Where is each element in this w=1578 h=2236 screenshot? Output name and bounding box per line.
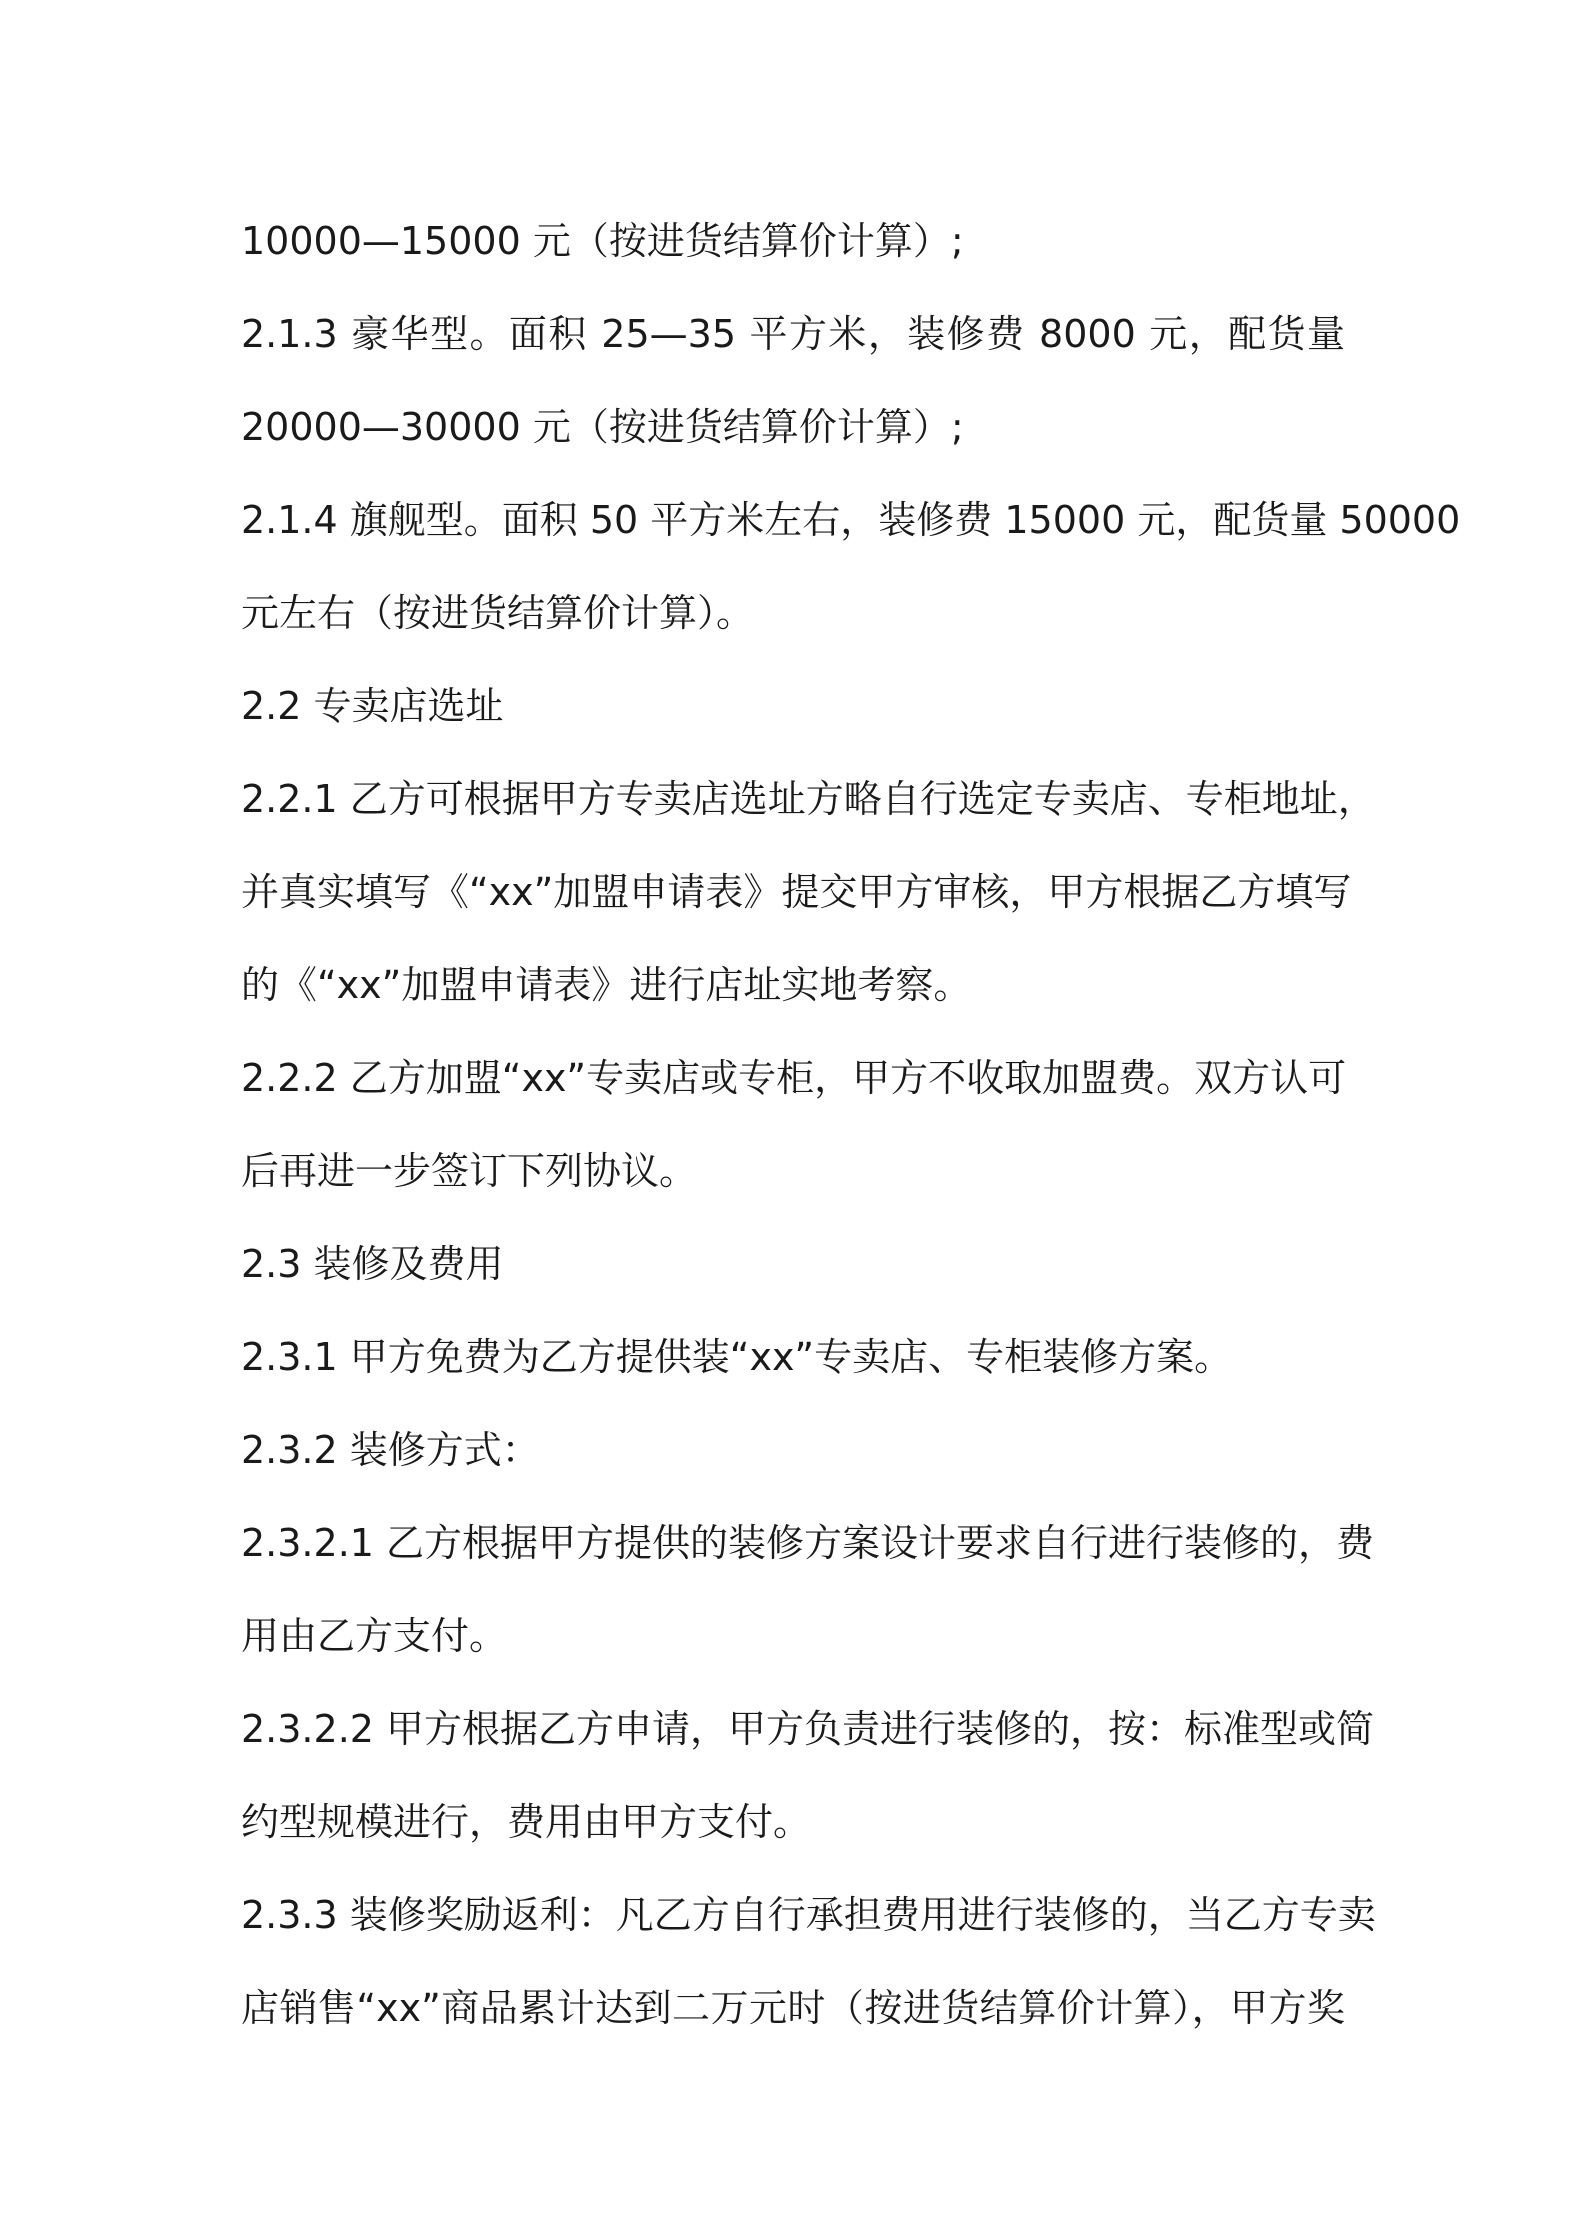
text-line: 用由乙方支付。 — [241, 1614, 508, 1658]
text-line: 20000—30000 元（按进货结算价计算）; — [241, 405, 964, 449]
text-line: 2.3.2.1 乙方根据甲方提供的装修方案设计要求自行进行装修的，费 — [241, 1521, 1375, 1565]
section-heading: 2.2 专卖店选址 — [241, 684, 504, 728]
text-line: 元左右（按进货结算价计算）。 — [241, 591, 755, 635]
text-line: 2.3.2 装修方式： — [241, 1428, 540, 1472]
text-line: 的《“xx”加盟申请表》进行店址实地考察。 — [241, 963, 972, 1007]
text-line: 约型规模进行，费用由甲方支付。 — [241, 1800, 812, 1844]
text-line: 2.3.3 装修奖励返利：凡乙方自行承担费用进行装修的，当乙方专卖 — [241, 1893, 1376, 1937]
text-line: 2.2.2 乙方加盟“xx”专卖店或专柜，甲方不收取加盟费。双方认可 — [241, 1056, 1347, 1100]
text-line: 2.1.3 豪华型。面积 25—35 平方米，装修费 8000 元，配货量 — [241, 312, 1345, 356]
text-line: 并真实填写《“xx”加盟申请表》提交甲方审核，甲方根据乙方填写 — [241, 870, 1352, 914]
text-line: 2.3.2.2 甲方根据乙方申请，甲方负责进行装修的，按：标准型或简 — [241, 1707, 1375, 1751]
section-heading: 2.3 装修及费用 — [241, 1242, 504, 1286]
text-line: 店销售“xx”商品累计达到二万元时（按进货结算价计算），甲方奖 — [241, 1986, 1345, 2030]
text-line: 10000—15000 元（按进货结算价计算）; — [241, 219, 964, 263]
text-line: 2.3.1 甲方免费为乙方提供装“xx”专卖店、专柜装修方案。 — [241, 1335, 1233, 1379]
text-line: 2.2.1 乙方可根据甲方专卖店选址方略自行选定专卖店、专柜地址， — [241, 777, 1376, 821]
text-line: 后再进一步签订下列协议。 — [241, 1149, 698, 1193]
document-body — [241, 195, 1461, 2055]
text-line: 2.1.4 旗舰型。面积 50 平方米左右，装修费 15000 元，配货量 50000 — [241, 498, 1461, 542]
